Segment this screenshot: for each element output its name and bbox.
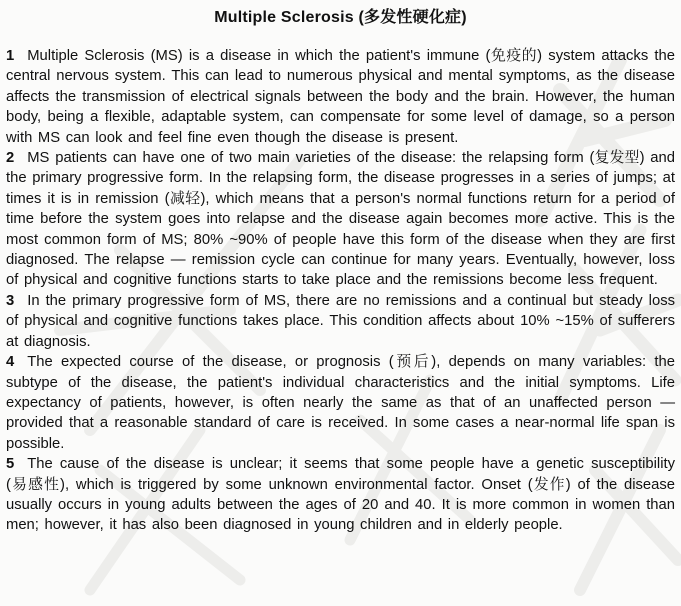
paragraph-2 xyxy=(6,148,675,291)
paragraph-5 xyxy=(6,454,675,536)
paragraph-4 xyxy=(6,352,675,454)
paragraph-number: 2 xyxy=(6,150,15,167)
paragraph-number: 4 xyxy=(6,354,15,371)
paragraph-text: MS patients can have one of two main varieties of the disease: the relapsing form (复发型) and the primary progressive form. In the relapsing form, the disease progresses in a series of jumps; at times it is in remission (减轻), which means that a person's normal functions return for a period of time before the system goes into relapse and the disease again becomes more active. This is the most common form of MS; 80% ~90% of people have this form of the disease when they are first diagnosed. The relapse — remission cycle can continue for many years. Eventually, however, loss of physical and cognitive functions starts to take place and the remissions become less frequent. xyxy=(6,150,675,289)
document-title: Multiple Sclerosis (多发性硬化症) xyxy=(214,9,467,26)
paragraph-text: The cause of the disease is unclear; it seems that some people have a genetic susceptibility (易感性), which is triggered by some unknown environmental factor. Onset (发作) of the disease usually occurs in young adults between the ages of 20 and 40. It is more common in women than men; however, it has also been diagnosed in young children and in elderly people. xyxy=(6,456,675,534)
paragraph-text: The expected course of the disease, or prognosis (预后), depends on many variables: the subtype of the disease, the patient's individual characteristics and the initial symptoms. Life expectancy of patients, however, is often nearly the same as that of an unaffected person — provided that a reasonable standard of care is received. In some cases a near-normal life span is possible. xyxy=(6,354,675,452)
paragraph-text: Multiple Sclerosis (MS) is a disease in which the patient's immune (免疫的) system attacks the central nervous system. This can lead to numerous physical and mental symptoms, as the disease affects the transmission of electrical signals between the body and the brain. However, the human body, being a flexible, adaptable system, can compensate for some level of damage, so a person with MS can look and feel fine even though the disease is present. xyxy=(6,48,675,146)
paragraph-number: 3 xyxy=(6,292,15,309)
paragraph-text: In the primary progressive form of MS, there are no remissions and a continual but steady loss of physical and cognitive functions takes place. This condition affects about 10% ~15% of sufferers at diagnosis. xyxy=(6,292,675,350)
paragraph-3 xyxy=(6,291,675,352)
paragraph-1 xyxy=(6,46,675,148)
paragraph-number: 1 xyxy=(6,48,15,64)
document-content xyxy=(6,7,675,536)
paragraph-number: 5 xyxy=(6,456,15,473)
